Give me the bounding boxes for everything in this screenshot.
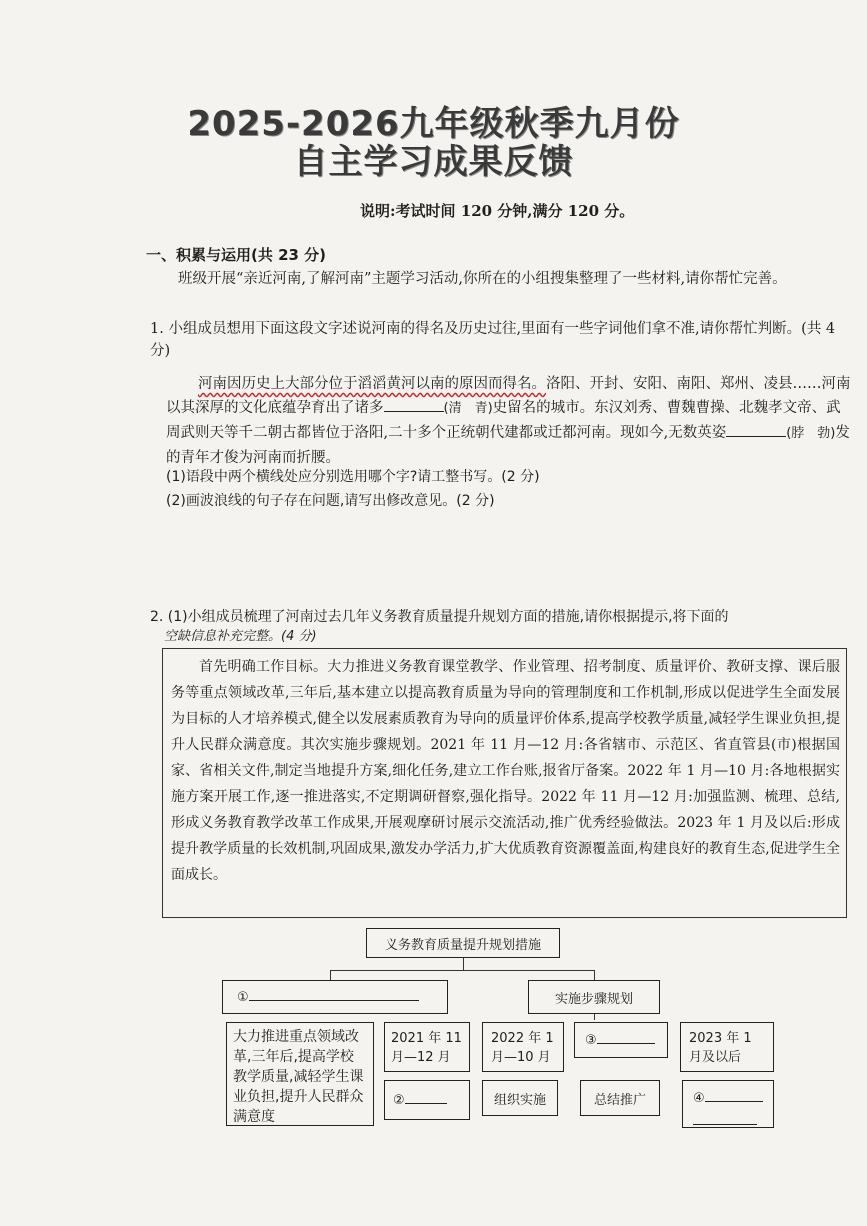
q2-prompt-line2: 空缺信息补充完整。(4 分) — [164, 629, 317, 644]
chart-blank-3-box[interactable] — [574, 1022, 668, 1058]
chart-blank-4-box[interactable] — [682, 1080, 774, 1128]
material-text: 首先明确工作目标。大力推进义务教育课堂教学、作业管理、招考制度、质量评价、教研支撑、课后服务等重点领域改革,三年后,基本建立以提高教育质量为导向的管理制度和工作机制,形成以促进学生全面发展为目标的人才培养模式,健全以发展素质教育为导向的质量评价体系,提高学校教学质量,减轻学生课业负担,提升人民群众满意度。其次实施步骤规划。2021 年 11 月—12 月:各省辖市、示范区、省直管县(市)根据国家、省相关文件,制定当地提升方案,细化任务,建立工作台账,报省厅备案。2022 年 1 月—10 月:各地根据实施方案开展工作,逐一推进落实,不定期调研督察,强化指导。2022 年 11 月—12 月:加强监测、梳理、总结,形成义务教育教学改革工作成果,开展观摩研讨展示交流活动,推广优秀经验做法。2023 年 1 月及以后:形成提升教学质量的长效机制,巩固成果,激发办学活力,扩大优质教育资源覆盖面,构建良好的教育生态,促进学生全面成长。 — [171, 659, 840, 883]
choice-1: (清 青) — [443, 401, 493, 416]
connector — [594, 1014, 595, 1020]
section-heading: 一、积累与运用(共 23 分) — [146, 246, 327, 264]
blank-2-marker: ② — [393, 1093, 405, 1108]
blank-3-marker: ③ — [585, 1033, 597, 1048]
chart-period-4: 2023 年 1 月及以后 — [680, 1022, 774, 1072]
passage-part-a: 洛阳、开封、安阳、南阳、郑州、凌县……河南以其深厚的文化底蕴孕育出了诸多 — [166, 376, 851, 416]
chart-goal-box: 大力推进重点领域改革,三年后,提高学校教学质量,减轻学生课业负担,提升人民群众满意度 — [226, 1022, 374, 1126]
chart-stage-2: 组织实施 — [482, 1080, 558, 1116]
chart-steps-box: 实施步骤规划 — [528, 980, 660, 1014]
blank-4-marker: ④ — [693, 1091, 705, 1106]
passage-part-c: 发的青年才俊为河南而折腰。 — [166, 425, 850, 466]
section-intro: 班级开展“亲近河南,了解河南”主题学习活动,你所在的小组搜集整理了一些材料,请你帮忙完善。 — [178, 271, 787, 287]
chart-blank-2-box[interactable] — [384, 1080, 470, 1120]
q2-prompt-line1: 2. (1)小组成员梳理了河南过去几年义务教育质量提升规划方面的措施,请你根据提示,将下面的 — [150, 609, 729, 625]
answer-line-4b[interactable] — [693, 1112, 757, 1125]
chart-root-box: 义务教育质量提升规划措施 — [366, 928, 560, 958]
blank-1-marker: ① — [237, 990, 249, 1005]
q1-passage — [166, 372, 852, 470]
q1-sub1: (1)语段中两个横线处应分别选用哪个字?请工整书写。(2 分) — [166, 469, 540, 485]
answer-line-4a[interactable] — [705, 1089, 763, 1102]
chart-stage-3: 总结推广 — [580, 1080, 660, 1116]
connector — [463, 958, 464, 970]
chart-period-2: 2022 年 1 月—10 月 — [482, 1022, 564, 1072]
choice-2: (脖 勃) — [786, 426, 836, 441]
answer-line-3[interactable] — [597, 1031, 655, 1044]
connector — [330, 970, 594, 971]
material-box — [162, 648, 847, 918]
q1-prompt: 1. 小组成员想用下面这段文字述说河南的得名及历史过往,里面有一些字词他们拿不准,请你帮忙判断。(共 4 分) — [150, 321, 836, 359]
answer-blank-1[interactable] — [384, 397, 444, 412]
answer-line-2[interactable] — [405, 1091, 447, 1104]
exam-title-line1: 2025-2026九年级秋季九月份 — [187, 104, 680, 144]
exam-title-line2: 自主学习成果反馈 — [293, 142, 574, 182]
chart-blank-1-box[interactable] — [222, 980, 448, 1014]
connector — [330, 970, 331, 980]
passage-part-b: 史留名的城市。东汉刘秀、曹魏曹操、北魏孝文帝、武周武则天等千二朝古都皆位于洛阳,二十多个正统朝代建都或迁都河南。现如今,无数英姿 — [166, 400, 841, 441]
connector — [594, 970, 595, 980]
answer-line-1[interactable] — [249, 988, 419, 1001]
q1-sub2: (2)画波浪线的句子存在问题,请写出修改意见。(2 分) — [166, 493, 495, 509]
exam-note: 说明:考试时间 120 分钟,满分 120 分。 — [360, 202, 635, 220]
chart-period-1: 2021 年 11 月—12 月 — [384, 1022, 470, 1072]
answer-blank-2[interactable] — [726, 422, 786, 437]
wavy-sentence: 河南因历史上大部分位于滔滔黄河以南的原因而得名。 — [198, 376, 546, 392]
